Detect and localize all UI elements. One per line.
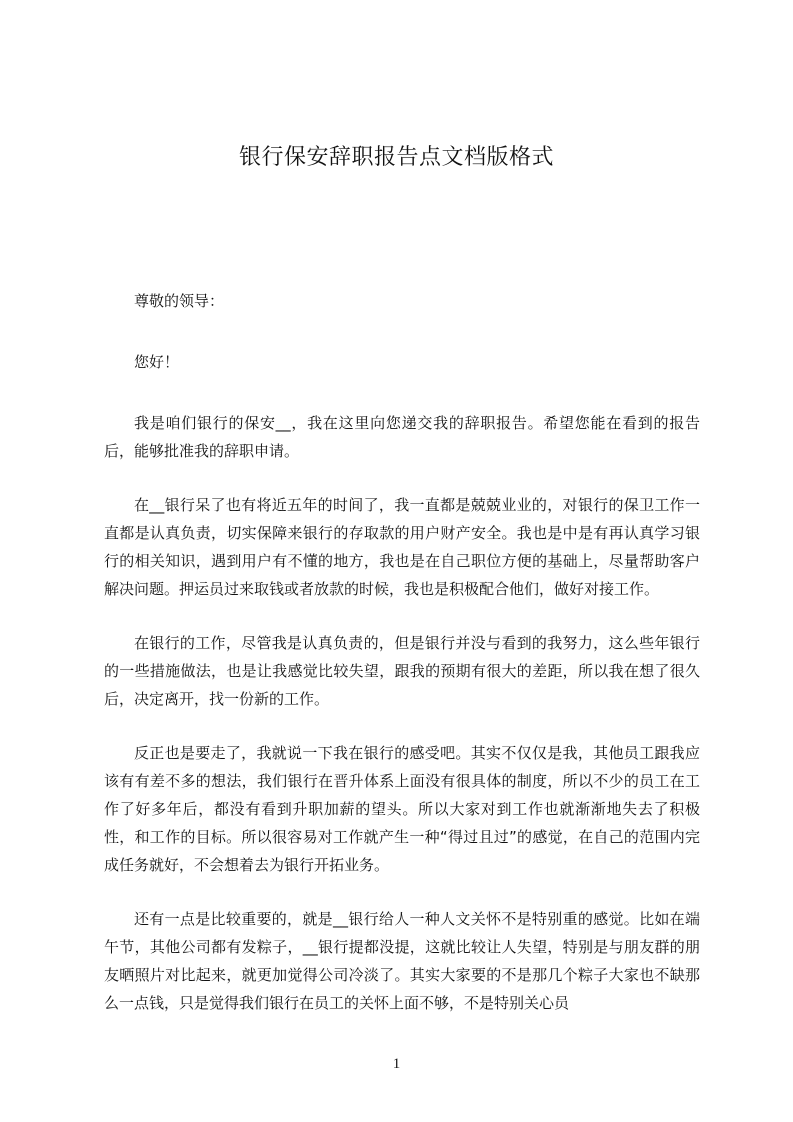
document-body: [104, 287, 700, 1043]
document-title: 银行保安辞职报告点文档版格式: [238, 145, 554, 170]
salutation: 尊敬的领导：: [134, 292, 225, 310]
paragraph: 我是咱们银行的保安__，我在这里向您递交我的辞职报告。希望您能在看到的报告后，能够批准我的辞职申请。: [104, 414, 700, 460]
paragraph: 在银行的工作，尽管我是认真负责的，但是银行并没与看到的我努力，这么些年银行的一些措施做法，也是让我感觉比较失望，跟我的预期有很大的差距，所以我在想了很久后，决定离开，找一份新的工作。: [104, 634, 700, 708]
page-number: 1: [392, 1056, 401, 1072]
paragraph: 还有一点是比较重要的，就是__银行给人一种人文关怀不是特别重的感觉。比如在端午节，其他公司都有发粽子，__银行提都没提，这就比较让人失望，特别是与朋友群的朋友晒照片对比起来，就更加觉得公司冷淡了。其实大家要的不是那几个粽子大家也不缺那么一点钱，只是觉得我们银行在员工的关怀上面不够，不是特别关心员: [104, 910, 700, 1012]
greeting: 您好！: [134, 353, 180, 371]
paragraph: 反正也是要走了，我就说一下我在银行的感受吧。其实不仅仅是我，其他员工跟我应该有有差不多的想法，我们银行在晋升体系上面没有很具体的制度，所以不少的员工在工作了好多年后，都没有看到升职加薪的望头。所以大家对到工作也就渐渐地失去了积极性，和工作的目标。所以很容易对工作就产生一种“得过且过”的感觉，在自己的范围内完成任务就好，不会想着去为银行开拓业务。: [104, 744, 700, 874]
paragraph: 在__银行呆了也有将近五年的时间了，我一直都是兢兢业业的，对银行的保卫工作一直都是认真负责，切实保障来银行的存取款的用户财产安全。我也是中是有再认真学习银行的相关知识，遇到用户有不懂的地方，我也是在自己职位方便的基础上，尽量帮助客户解决问题。押运员过来取钱或者放款的时候，我也是积极配合他们，做好对接工作。: [104, 496, 700, 598]
